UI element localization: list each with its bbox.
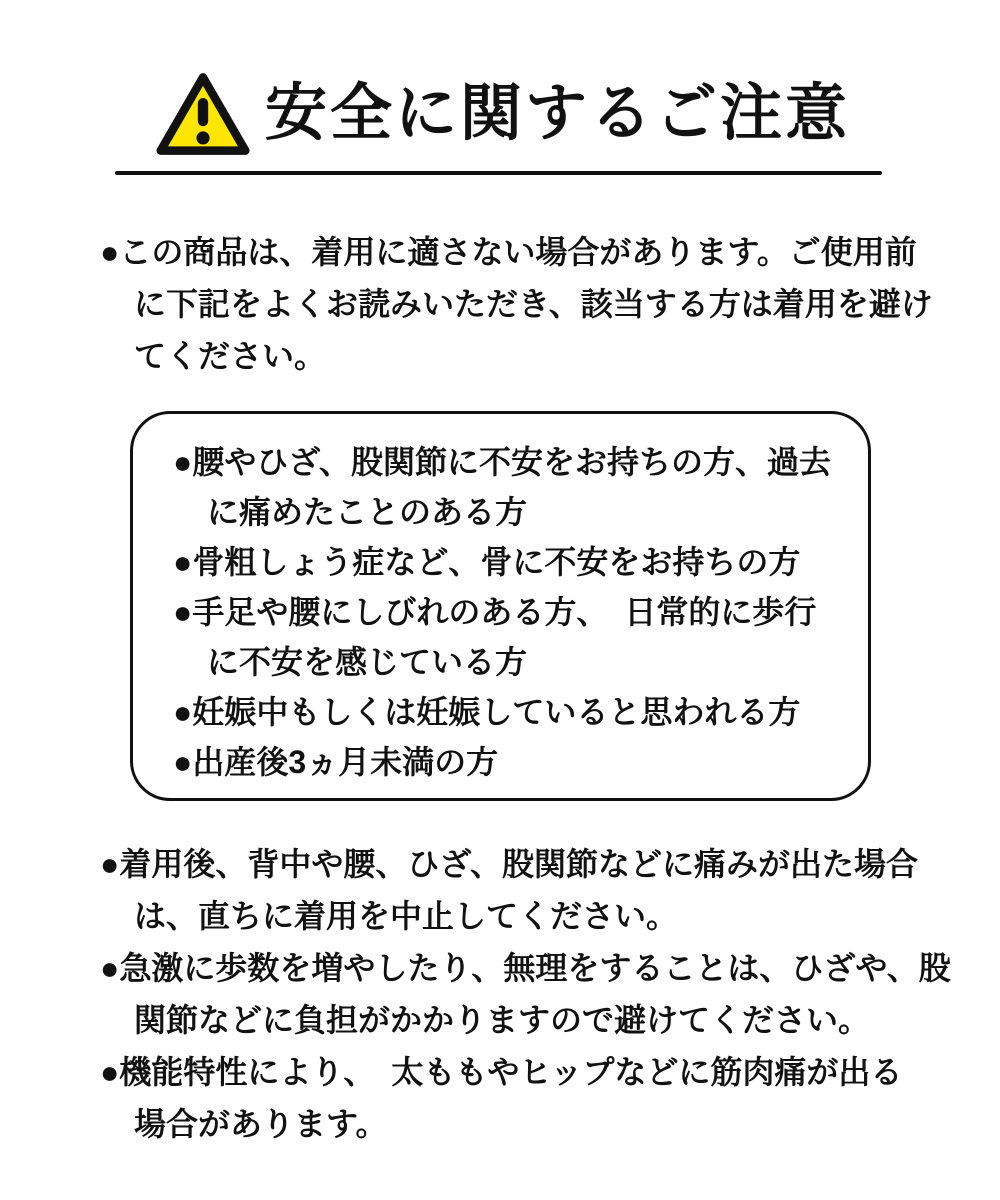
note-line: ●機能特性により、 太ももやヒップなどに筋肉痛が出る <box>100 1054 903 1090</box>
note-line: ●着用後、背中や腰、ひざ、股関節などに痛みが出た場合 <box>100 846 919 882</box>
page-header <box>156 70 850 158</box>
note-line: 関節などに負担がかかりますので避けてください。 <box>134 1002 871 1038</box>
warning-triangle-icon <box>156 70 250 158</box>
intro-line: てください。 <box>134 338 327 374</box>
caution-box-line: ●骨粗しょう症など、骨に不安をお持ちの方 <box>173 544 801 580</box>
caution-box-line: ●腰やひざ、股関節に不安をお持ちの方、過去 <box>173 444 832 480</box>
caution-box-line: ●出産後3ヵ月未満の方 <box>173 744 499 780</box>
title-underline <box>115 171 882 175</box>
note-line: ●急激に歩数を増やしたり、無理をすることは、ひざや、股 <box>100 950 951 986</box>
intro-line: ●この商品は、着用に適さない場合があります。ご使用前 <box>100 234 917 270</box>
note-line: 場合があります。 <box>134 1106 388 1142</box>
intro-paragraph <box>100 226 940 382</box>
caution-box <box>130 411 871 801</box>
caution-box-line: に痛めたことのある方 <box>207 494 528 530</box>
caution-box-line: ●手足や腰にしびれのある方、 日常的に歩行 <box>173 594 817 630</box>
page-title: 安全に関するご注意 <box>265 78 851 148</box>
intro-line: に下記をよくお読みいただき、該当する方は着用を避け <box>134 286 933 322</box>
note-line: は、直ちに着用を中止してください。 <box>134 898 679 934</box>
caution-box-line: に不安を感じている方 <box>207 644 528 680</box>
notes-section <box>100 838 950 1150</box>
caution-box-line: ●妊娠中もしくは妊娠していると思われる方 <box>173 694 801 730</box>
